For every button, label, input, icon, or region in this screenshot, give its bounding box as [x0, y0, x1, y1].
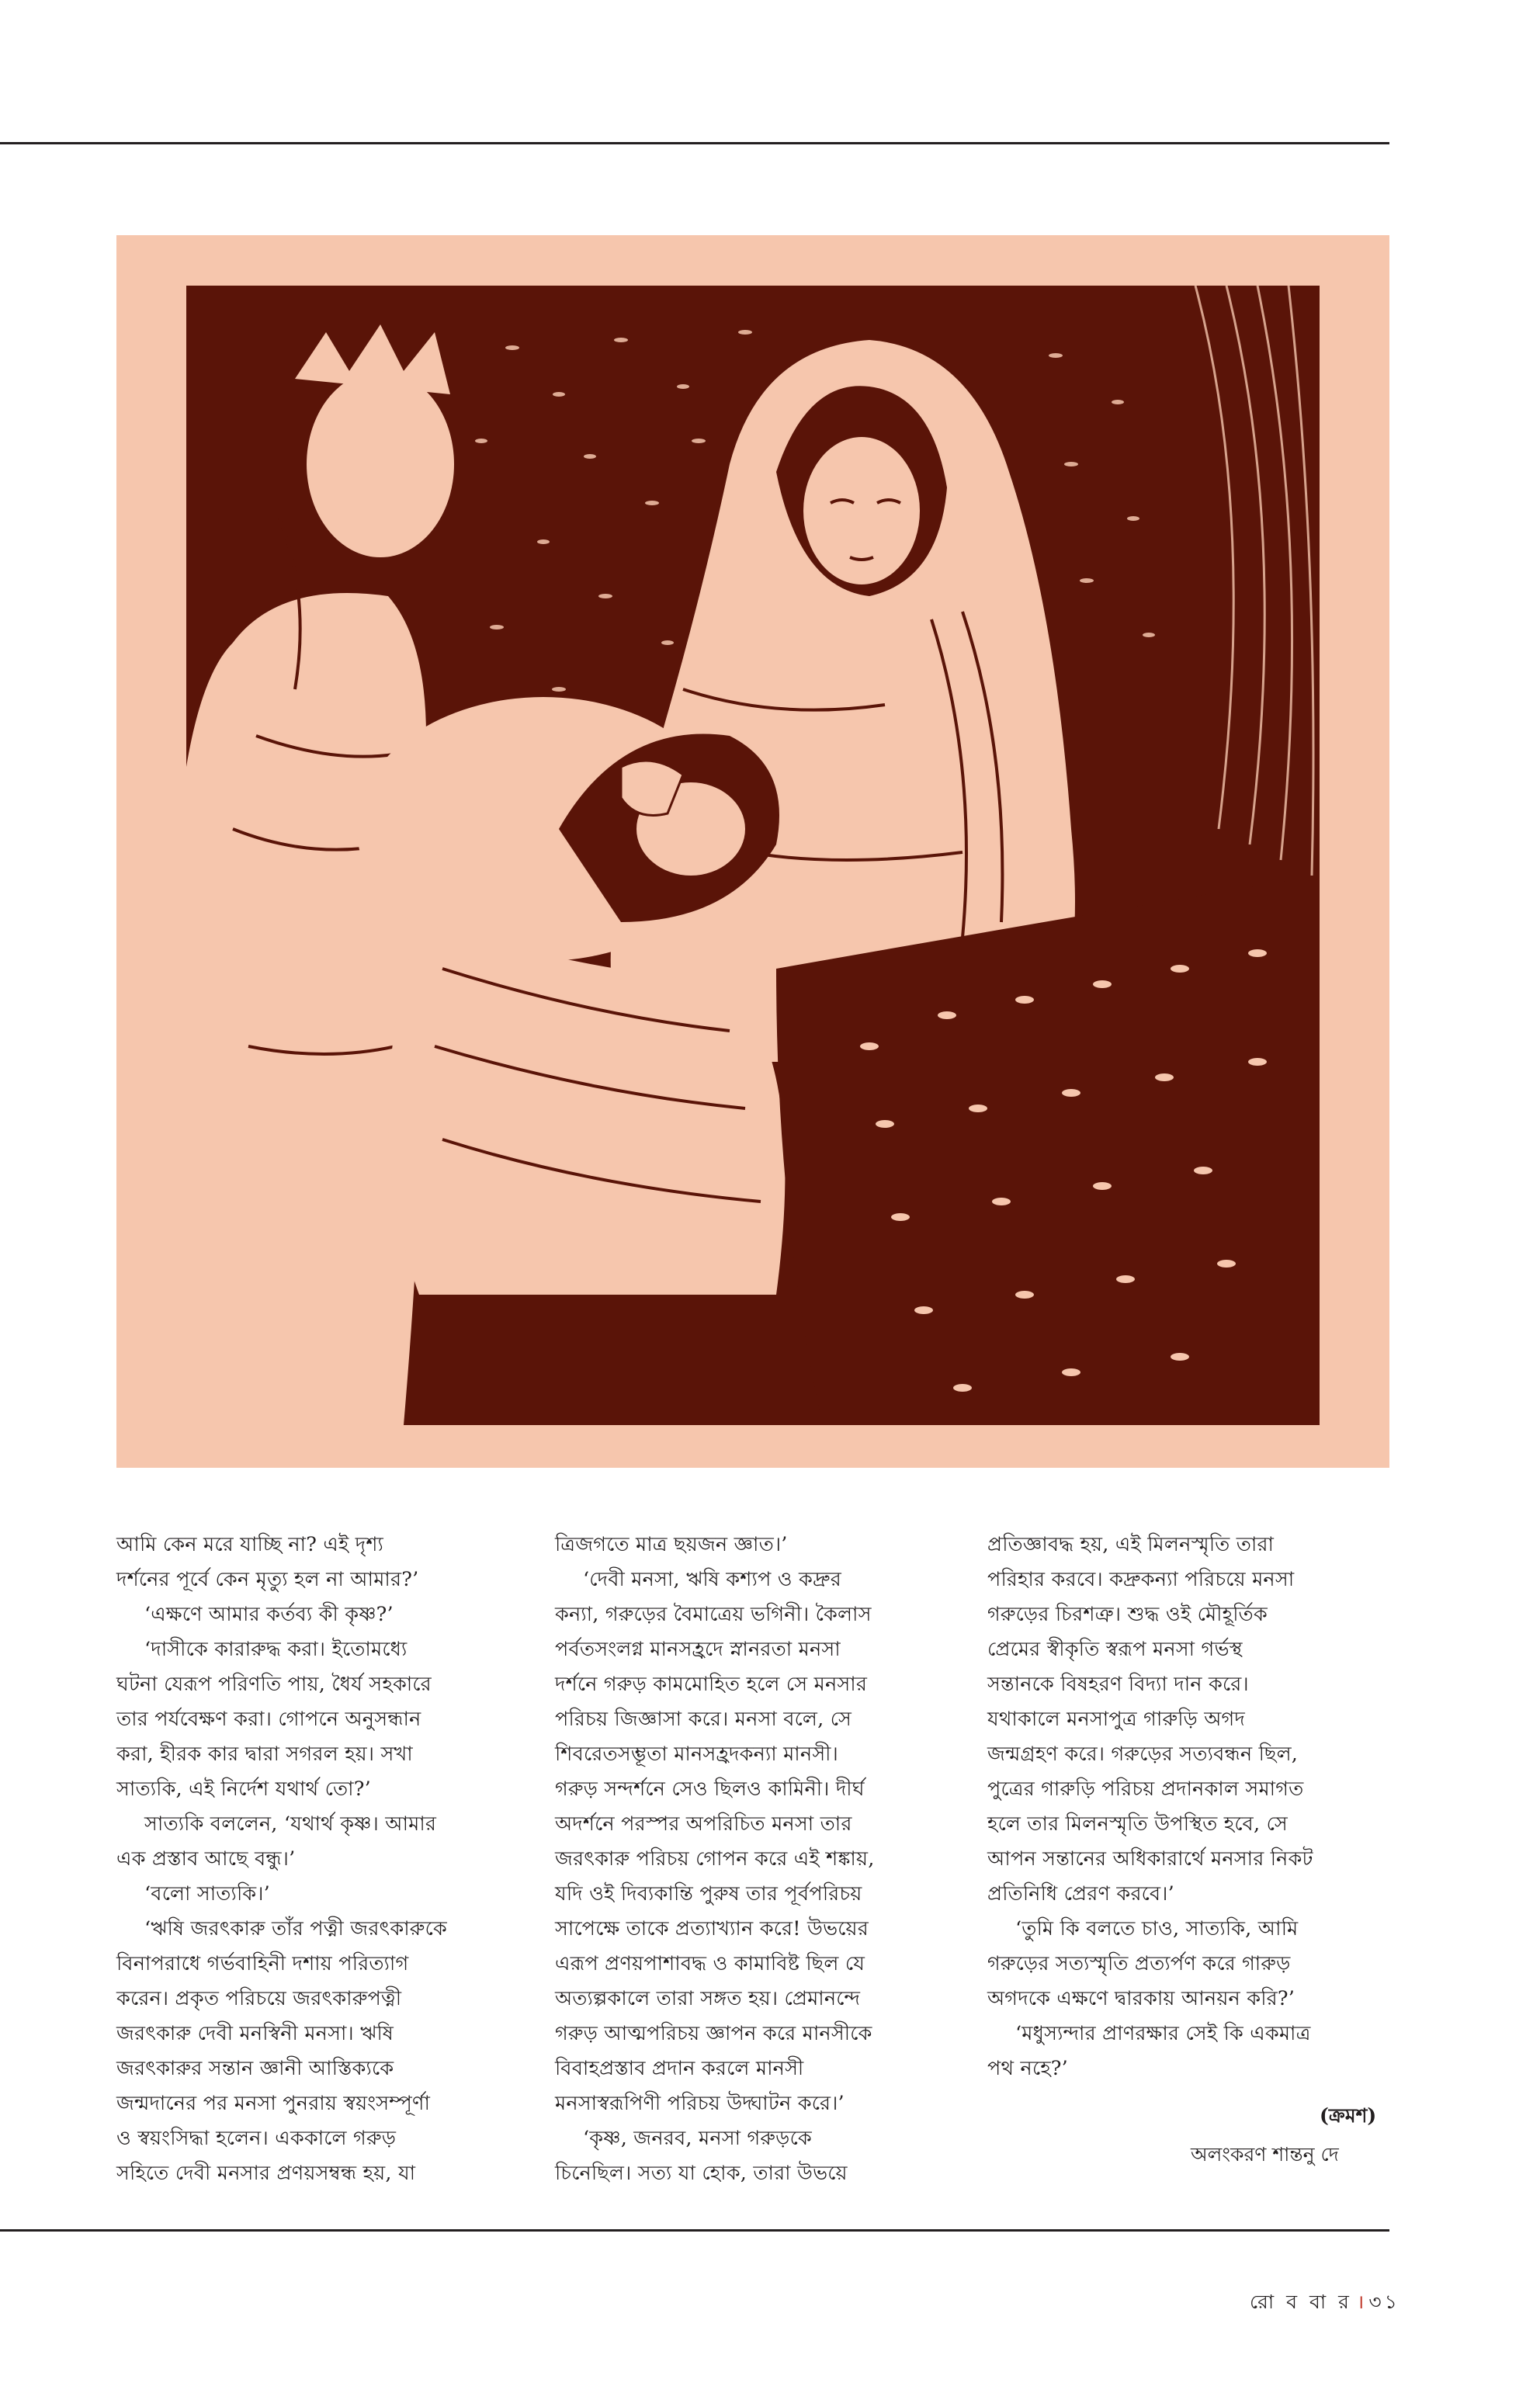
illustration-credit: অলংকরণ শান্তনু দে: [1191, 2143, 1339, 2166]
text-line: আমি কেন মরে যাচ্ছি না? এই দৃশ্য: [116, 1533, 384, 1556]
text-line: হলে তার মিলনস্মৃতি উপস্থিত হবে, সে: [987, 1812, 1288, 1836]
text-column-2: [555, 1528, 947, 2191]
text-line: ‘ঋষি জরৎকারু তাঁর পত্নী জরৎকারুকে: [144, 1917, 447, 1940]
text-line: অত্যল্পকালে তারা সঙ্গত হয়। প্রেমানন্দে: [555, 1987, 861, 2010]
text-line: প্রতিজ্ঞাবদ্ধ হয়, এই মিলনস্মৃতি তারা: [987, 1533, 1275, 1556]
illustration-woodcut: [186, 286, 1320, 1425]
text-line: গরুড়ের চিরশত্রু। শুদ্ধ ওই মৌহূর্তিক: [987, 1603, 1268, 1626]
text-line: আপন সন্তানের অধিকারার্থে মনসার নিকট: [987, 1847, 1313, 1871]
page-footer: [1250, 2287, 1400, 2320]
text-line: ‘তুমি কি বলতে চাও, সাত্যকি, আমি: [1015, 1917, 1299, 1940]
text-line: পুত্রের গারুড়ি পরিচয় প্রদানকাল সমাগত: [987, 1777, 1304, 1801]
text-line: গরুড় সন্দর্শনে সেও ছিলও কামিনী। দীর্ঘ: [555, 1777, 865, 1801]
text-line: করা, হীরক কার দ্বারা সগরল হয়। সখা: [116, 1743, 413, 1766]
magazine-name: রো ব বা র: [1250, 2291, 1352, 2313]
text-line: জরৎকারু পরিচয় গোপন করে এই শঙ্কায়,: [555, 1847, 875, 1871]
text-line: গরুড় আত্মপরিচয় জ্ঞাপন করে মানসীকে: [555, 2022, 872, 2045]
text-line: ‘বলো সাত্যকি।’: [144, 1882, 270, 1906]
text-line: সাপেক্ষে তাকে প্রত্যাখ্যান করে! উভয়ের: [555, 1917, 869, 1940]
text-line: পরিচয় জিজ্ঞাসা করে। মনসা বলে, সে: [555, 1708, 852, 1731]
text-line: যদি ওই দিব্যকান্তি পুরুষ তার পূর্বপরিচয়: [555, 1882, 862, 1906]
text-line: সহিতে দেবী মনসার প্রণয়সম্বন্ধ হয়, যা: [116, 2162, 416, 2185]
footer-separator: ।: [1356, 2291, 1365, 2313]
text-line: দর্শনের পূর্বে কেন মৃত্যু হল না আমার?’: [116, 1568, 419, 1591]
text-line: দর্শনে গরুড় কামমোহিত হলে সে মনসার: [555, 1673, 868, 1696]
text-line: ‘এক্ষণে আমার কর্তব্য কী কৃষ্ণ?’: [144, 1603, 394, 1626]
bottom-rule: [0, 2229, 1389, 2232]
top-rule: [0, 142, 1389, 144]
text-line: ‘দাসীকে কারারুদ্ধ করা। ইতোমধ্যে: [144, 1638, 408, 1661]
text-line: করেন। প্রকৃত পরিচয়ে জরৎকারুপত্নী: [116, 1987, 402, 2010]
text-line: পথ নহে?’: [987, 2057, 1068, 2080]
text-column-1: [116, 1528, 508, 2191]
text-line: সাত্যকি বললেন, ‘যথার্থ কৃষ্ণ। আমার: [144, 1812, 437, 1836]
text-line: চিনেছিল। সত্য যা হোক, তারা উভয়ে: [555, 2162, 848, 2185]
text-line: ‘মধুস্যন্দার প্রাণরক্ষার সেই কি একমাত্র: [1015, 2022, 1311, 2045]
text-line: পর্বতসংলগ্ন মানসহ্রদে স্নানরতা মনসা: [555, 1638, 841, 1661]
text-line: জন্মগ্রহণ করে। গরুড়ের সত্যবন্ধন ছিল,: [987, 1743, 1299, 1766]
text-line: ‘দেবী মনসা, ঋষি কশ্যপ ও কদ্রুর: [583, 1568, 841, 1591]
text-line: সাত্যকি, এই নির্দেশ যথার্থ তো?’: [116, 1777, 371, 1801]
text-line: জরৎকারুর সন্তান জ্ঞানী আস্তিক্যকে: [116, 2057, 394, 2080]
text-line: বিবাহপ্রস্তাব প্রদান করলে মানসী: [555, 2057, 804, 2080]
text-line: সন্তানকে বিষহরণ বিদ্যা দান করে।: [987, 1673, 1249, 1696]
text-line: ও স্বয়ংসিদ্ধা হলেন। এককালে গরুড়: [116, 2127, 397, 2150]
page-number: ৩১: [1368, 2291, 1400, 2313]
text-line: তার পর্যবেক্ষণ করা। গোপনে অনুসন্ধান: [116, 1708, 421, 1731]
text-line: ঘটনা যেরূপ পরিণতি পায়, ধৈর্য সহকারে: [116, 1673, 432, 1696]
text-line: যথাকালে মনসাপুত্র গারুড়ি অগদ: [987, 1708, 1246, 1731]
text-line: মনসাস্বরূপিণী পরিচয় উদ্ঘাটন করে।’: [555, 2092, 845, 2115]
text-line: এক প্রস্তাব আছে বন্ধু।’: [116, 1847, 296, 1871]
text-line: জন্মদানের পর মনসা পুনরায় স্বয়ংসম্পূর্ণা: [116, 2092, 431, 2115]
text-line: পরিহার করবে। কদ্রুকন্যা পরিচয়ে মনসা: [987, 1568, 1295, 1591]
text-line: ‘কৃষ্ণ, জনরব, মনসা গরুড়কে: [583, 2127, 812, 2150]
text-line: গরুড়ের সত্যস্মৃতি প্রত্যর্পণ করে গারুড়: [987, 1952, 1291, 1975]
text-line: শিবরেতসম্ভূতা মানসহ্রদকন্যা মানসী।: [555, 1743, 838, 1766]
text-column-3: [987, 1528, 1379, 2086]
to-be-continued: (ক্রমশ): [1320, 2104, 1377, 2127]
text-line: অগদকে এক্ষণে দ্বারকায় আনয়ন করি?’: [987, 1987, 1295, 2010]
text-line: অদর্শনে পরস্পর অপরিচিত মনসা তার: [555, 1812, 852, 1836]
text-line: প্রেমের স্বীকৃতি স্বরূপ মনসা গর্ভস্থ: [987, 1638, 1243, 1661]
text-line: এরূপ প্রণয়পাশাবদ্ধ ও কামাবিষ্ট ছিল যে: [555, 1952, 865, 1975]
text-line: কন্যা, গরুড়ের বৈমাত্রেয় ভগিনী। কৈলাস: [555, 1603, 872, 1626]
text-line: জরৎকারু দেবী মনস্বিনী মনসা। ঋষি: [116, 2022, 394, 2045]
text-line: প্রতিনিধি প্রেরণ করবে।’: [987, 1882, 1174, 1906]
story-illustration: [116, 235, 1389, 1468]
text-line: বিনাপরাধে গর্ভবাহিনী দশায় পরিত্যাগ: [116, 1952, 409, 1975]
text-line: ত্রিজগতে মাত্র ছয়জন জ্ঞাত।’: [555, 1533, 788, 1556]
